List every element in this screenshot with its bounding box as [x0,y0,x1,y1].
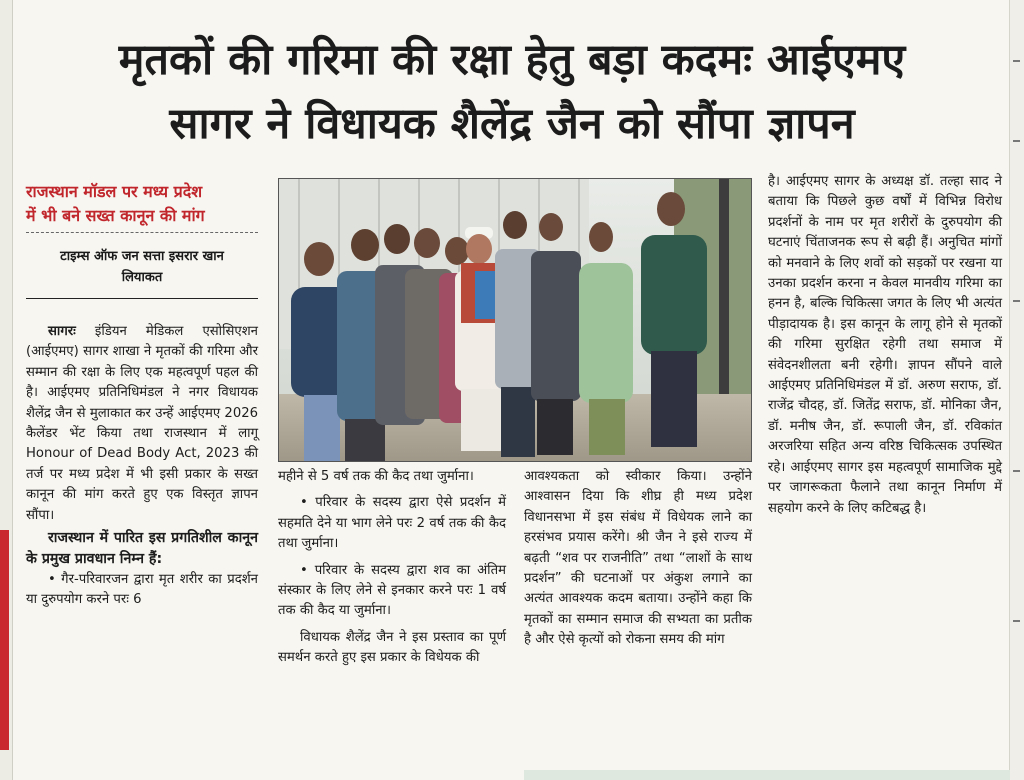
bottom-strip [524,770,1010,780]
headline-line-2: सागर ने विधायक शैलेंद्र जैन को सौंपा ज्ञापन [169,99,855,149]
group-photo-icon [279,179,751,461]
article-column-4 [768,172,1002,519]
article-column-3 [524,467,752,651]
article-paragraph: महीने से 5 वर्ष तक की कैद तथा जुर्माना। [278,469,474,484]
divider [26,232,258,233]
byline-line-2: लियाकत [121,270,163,285]
article-column-2 [278,467,506,669]
byline-line-1: टाइम्स ऑफ जन सत्ता इसरार खान [60,249,224,264]
group-photo [278,178,752,462]
sidebar-subheading-line-2: में भी बने सख्त कानून की मांग [26,206,205,225]
right-page-edge [1009,0,1024,780]
article-paragraph: है। आईएमए सागर के अध्यक्ष डॉ. तल्हा साद ने बताया कि पिछले कुछ वर्षों में विभिन्न विरोध प्रदर्शनों के नाम पर मृत शरीरों के दुरुपयोग की घटनाएं चिंताजनक रूप से बढ़ी हैं। अनुचित मांगों को मनवाने के लिए शवों को सड़कों पर रखना या उनका प्रदर्शन करना न केवल मानवीय गरिमा का हनन है, बल्कि चिकित्सा जगत के लिए भी अत्यंत पीड़ादायक है। इस कानून के लागू होने से मृतकों की गरिमा सुरक्षित रहेगी तथा समाज में संवेदनशीलता बनी रहेगी। ज्ञापन सौंपने वाले आईएमए प्रतिनिधिमंडल में डॉ. अरुण सराफ, डॉ. राजेंद्र चौदह, डॉ. जितेंद्र सराफ, डॉ. मोनिका जैन, डॉ. मनीष जैन, डॉ. रूपाली जैन, डॉ. रविकांत अरजरिया सहित अन्य वरिष्ठ चिकित्सक उपस्थित रहे। आईएमए सागर इस महत्वपूर्ण सामाजिक मुद्दे पर जागरूकता फैलाने तथा कानून निर्माण में सहयोग करने के लिए कटिबद्ध है। [768,174,1002,516]
red-ad-strip [0,530,9,750]
sidebar-subheading-line-1: राजस्थान मॉडल पर मध्य प्रदेश [26,182,203,201]
article-column-1 [26,322,258,611]
provision-bullet-1: • गैर-परिवारजन द्वारा मृत शरीर का प्रदर्शन या दुरुपयोग करने परः 6 [26,572,258,608]
headline-line-1: मृतकों की गरिमा की रक्षा हेतु बड़ा कदमः आईएमए [118,35,906,85]
left-page-edge [0,0,13,780]
dateline: सागरः [48,324,76,339]
sidebar-subheading [26,180,258,228]
lead-paragraph: इंडियन मेडिकल एसोसिएशन (आईएमए) सागर शाखा ने मृतकों की गरिमा और सम्मान की रक्षा के लिए एक महत्वपूर्ण पहल की है। आईएमए प्रतिनिधिमंडल ने नगर विधायक शैलेंद्र जैन से मुलाकात कर उन्हें आईएमए 2026 कैलेंडर भेंट किया तथा राजस्थान में लागू Honour of Dead Body Act, 2023 की तर्ज पर मध्य प्रदेश में भी इसी प्रकार के सख्त कानून की मांग करते हुए एक विस्तृत ज्ञापन सौंपा। [26,324,258,523]
provision-bullet-2: • परिवार के सदस्य द्वारा ऐसे प्रदर्शन में सहमति देने या भाग लेने परः 2 वर्ष तक की कैद तथा जुर्माना। [278,495,506,552]
provision-bullet-3: • परिवार के सदस्य द्वारा शव का अंतिम संस्कार के लिए लेने से इनकार करने परः 1 वर्ष तक की कैद या जुर्माना। [278,562,506,619]
article-paragraph: विधायक शैलेंद्र जैन ने इस प्रस्ताव का पूर्ण समर्थन करते हुए इस प्रकार के विधेयक की [278,629,506,666]
article-paragraph: आवश्यकता को स्वीकार किया। उन्होंने आश्वासन दिया कि शीघ्र ही मध्य प्रदेश विधानसभा में इस संबंध में विधेयक लाने का हरसंभव प्रयास करेंगे। श्री जैन ने इसे राज्य में बढ़ती “शव पर राजनीति” तथा “लाशों के साथ प्रदर्शन” की घटनाओं पर अंकुश लगाने का अत्यंत आवश्यक कदम बताया। उन्होंने कहा कि मृतकों का सम्मान समाज की सभ्यता का प्रतीक है और ऐसे कृत्यों को रोकना समय की मांग [524,469,752,648]
byline [26,246,258,288]
divider [26,298,258,299]
provisions-subheading: राजस्थान में पारित इस प्रगतिशील कानून के प्रमुख प्रावधान निम्न हैं: [26,530,258,568]
